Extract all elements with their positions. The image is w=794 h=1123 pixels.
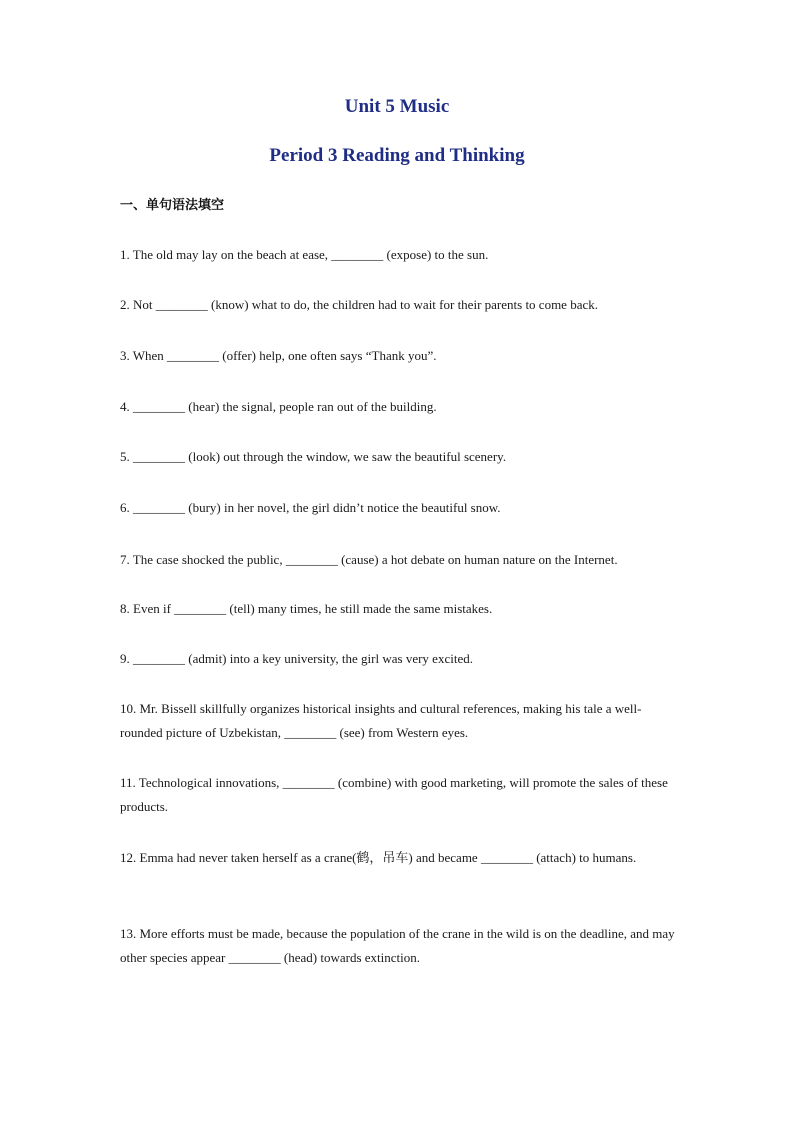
section-heading: 一、单句语法填空 xyxy=(120,198,225,213)
question-item: 4. ________ (hear) the signal, people ran out of the building. xyxy=(120,399,437,414)
question-item: 8. Even if ________ (tell) many times, he still made the same mistakes. xyxy=(120,601,493,616)
question-item: 1. The old may lay on the beach at ease, ________ (expose) to the sun. xyxy=(120,247,489,262)
question-item: 5. ________ (look) out through the window, we saw the beautiful scenery. xyxy=(120,449,507,464)
question-item: 11. Technological innovations, ________ (combine) with good marketing, will promote the sales of these products. xyxy=(120,775,668,814)
question-item: 7. The case shocked the public, ________ (cause) a hot debate on human nature on the Internet. xyxy=(120,552,618,567)
question-item: 10. Mr. Bissell skillfully organizes historical insights and cultural references, making his tale a well-rounded picture of Uzbekistan, ________ (see) from Western eyes. xyxy=(120,701,642,740)
question-item: 9. ________ (admit) into a key university, the girl was very excited. xyxy=(120,651,473,666)
question-item: 6. ________ (bury) in her novel, the girl didn’t notice the beautiful snow. xyxy=(120,500,501,515)
question-item: 3. When ________ (offer) help, one often says “Thank you”. xyxy=(120,348,437,363)
question-item: 12. Emma had never taken herself as a crane(鹤，吊车) and became ________ (attach) to humans. xyxy=(120,850,637,865)
period-title: Period 3 Reading and Thinking xyxy=(269,145,525,166)
question-item: 2. Not ________ (know) what to do, the children had to wait for their parents to come back. xyxy=(120,297,598,312)
unit-title: Unit 5 Music xyxy=(344,96,450,117)
question-item: 13. More efforts must be made, because the population of the crane in the wild is on the deadline, and may other species appear ________ (head) towards extinction. xyxy=(120,926,675,965)
